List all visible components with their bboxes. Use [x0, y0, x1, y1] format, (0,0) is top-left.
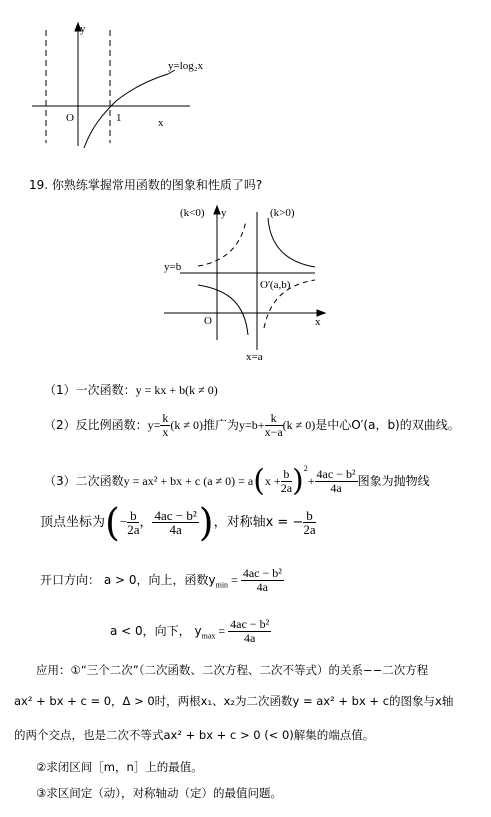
app-line-4: ②求闭区间［m，n］上的最值。: [36, 760, 203, 774]
axis-label: ，对称轴x = −: [213, 515, 304, 530]
item2-x: x: [162, 425, 169, 439]
center-label: O'(a,b): [260, 279, 291, 291]
down-label: a < 0，向下， y: [110, 624, 202, 638]
down-eq: =: [215, 624, 229, 638]
hyperbola-graph: [160, 200, 330, 365]
open-eq: =: [228, 573, 241, 587]
hyp-y-label: y: [221, 207, 227, 219]
log-curve-label: y=log₂x: [168, 60, 204, 72]
vertex-frac-b: [127, 509, 139, 536]
item2-k2: k: [265, 412, 283, 426]
item-3: （3）二次函数y = ax² + bx + c (a ≠ 0) = a(x + $\frac{b}{2a}$ )$^2$+ $\frac{\text{4ac − b²}}{4a}$ 图象为抛物线: [44, 463, 430, 499]
app-line-3: 的两个交点，也是二次不等式ax² + bx + c > 0 (< 0)解集的端点值。: [14, 728, 375, 742]
item3-frac-b: [281, 468, 292, 495]
item2-cond2: (k ≠ 0): [282, 418, 316, 432]
k-pos-label: (k>0): [270, 207, 295, 219]
app-line-5: ③求区间定（动），对称轴动（定）的最值问题。: [36, 786, 283, 800]
k-neg-label: (k<0): [180, 207, 205, 219]
item3-frac: [315, 468, 358, 495]
item2-cond: (k ≠ 0): [170, 418, 203, 432]
vertex-comma: ，: [139, 515, 153, 530]
down-frac: [228, 618, 271, 645]
item-1: [44, 383, 218, 397]
item3-num: 4ac − b²: [316, 467, 356, 481]
axis-frac: [303, 509, 315, 536]
vertex-b: b: [127, 509, 139, 523]
item1-formula: y = kx + b(k ≠ 0): [135, 383, 218, 397]
log-graph: [20, 18, 220, 153]
item3-b: b: [281, 468, 292, 482]
down-num: 4ac − b²: [230, 617, 270, 631]
hyp-origin-label: O: [204, 315, 212, 327]
item3-label: （3）二次函数: [44, 474, 124, 488]
q19-title: 19. 你熟练掌握常用函数的图象和性质了吗?: [29, 178, 263, 192]
item3-expr: y = ax² + bx + c (a ≠ 0) = a: [123, 474, 254, 488]
item2-label: （2）反比例函数：: [44, 418, 148, 432]
vertex-num: 4ac − b²: [154, 508, 197, 523]
item2-frac: [160, 412, 170, 439]
open-line: [40, 563, 284, 602]
log-one-label: 1: [116, 112, 122, 124]
hyp-x-label: x: [315, 316, 321, 328]
item2-mid: 推广为: [203, 418, 240, 432]
app-line-1: 应用：①“三个二次”（二次函数、二次方程、二次不等式）的关系−−二次方程: [36, 663, 429, 677]
axis-2a: 2a: [303, 522, 316, 537]
vertex-2a: 2a: [127, 522, 140, 537]
log-origin-label: O: [66, 112, 74, 124]
open-label: 开口方向： a > 0，向上，函数y: [40, 573, 216, 587]
vertex-line: 顶点坐标为(− $\frac{b}{2a}$ ， $\frac{\text{4ac − b²}}{4a}$ )，对称轴x = − $\frac{b}{2a}$: [40, 500, 316, 545]
open-min: min: [215, 580, 229, 590]
item2-frac2: [265, 412, 283, 439]
log-y-label: y: [80, 23, 86, 35]
open-frac: [241, 567, 284, 594]
item2-yb: y=b+: [239, 418, 265, 432]
item3-sq: 2: [303, 464, 308, 473]
vertex-label: 顶点坐标为: [40, 515, 106, 530]
item3-plus: +: [307, 474, 315, 488]
axis-b: b: [303, 509, 315, 523]
vertex-den: 4a: [169, 522, 182, 537]
item2-tail: 是中心O′(a，b)的双曲线。: [315, 418, 460, 432]
x-eq-a-label: x=a: [246, 351, 263, 363]
item2-xa: x−a: [264, 425, 283, 439]
down-den: 4a: [244, 631, 256, 645]
open-num: 4ac − b²: [242, 566, 282, 580]
item3-tail: 图象为抛物线: [357, 474, 430, 488]
app-line-2: ax² + bx + c = 0，Δ > 0时，两根x₁、x₂为二次函数y = ax² + bx + c的图象与x轴: [14, 694, 454, 708]
item3-xplus: x +: [264, 474, 281, 488]
item3-2a: 2a: [280, 481, 293, 495]
down-line: [110, 614, 271, 653]
open-den: 4a: [256, 580, 268, 594]
vertex-frac: [152, 509, 198, 536]
log-x-label: x: [158, 117, 164, 129]
down-max: max: [201, 631, 216, 641]
item2-y: y=: [147, 418, 161, 432]
vertex-neg: −: [119, 514, 128, 529]
item3-den: 4a: [330, 481, 342, 495]
y-eq-b-label: y=b: [164, 261, 182, 273]
item-2: [44, 410, 460, 440]
item2-k: k: [162, 411, 169, 425]
item1-label: （1）一次函数：: [44, 383, 136, 397]
